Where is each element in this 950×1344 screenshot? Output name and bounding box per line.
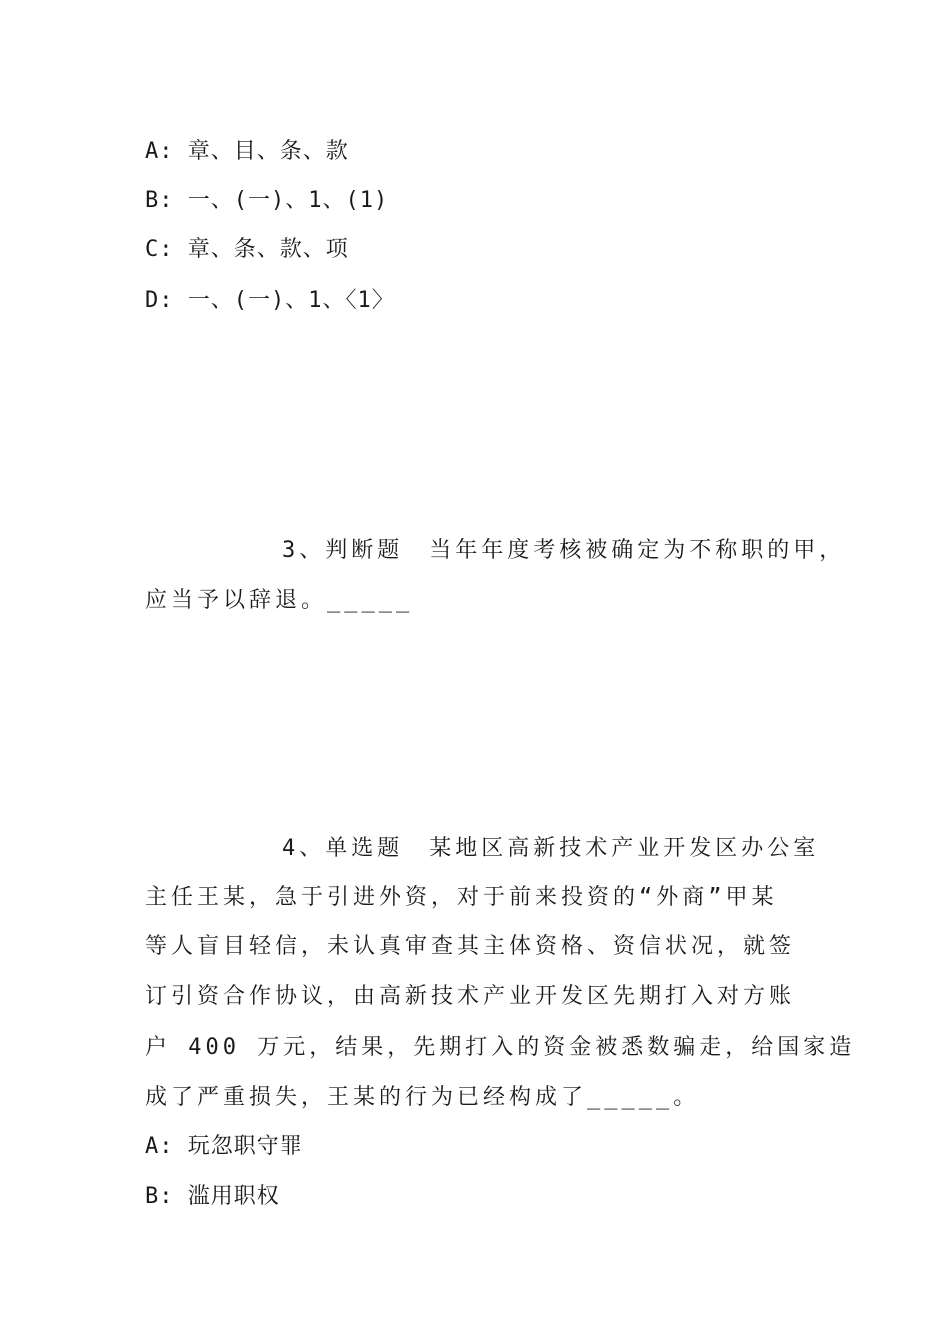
q2-option-c — [145, 235, 349, 265]
option-letter: A: — [145, 1134, 174, 1159]
option-letter: D: — [145, 288, 174, 313]
q2-option-a — [145, 137, 349, 167]
q2-option-d — [145, 286, 395, 316]
q4-option-b — [145, 1182, 280, 1212]
option-letter: A: — [145, 139, 174, 164]
option-text: 一、(一)、1、〈1〉 — [187, 288, 395, 313]
q4-stem-line: 成了严重损失，王某的行为已经构成了_____。 — [145, 1085, 700, 1110]
option-letter: B: — [145, 188, 174, 213]
option-text: 滥用职权 — [187, 1184, 280, 1209]
q3-stem-line: 3、判断题 当年年度考核被确定为不称职的甲， — [282, 538, 846, 563]
q3-stem-line: 应当予以辞退。_____ — [145, 588, 414, 613]
option-text: 玩忽职守罪 — [187, 1134, 303, 1159]
option-letter: C: — [145, 237, 174, 262]
q4-option-a — [145, 1132, 303, 1162]
q4-stem-line: 等人盲目轻信，未认真审查其主体资格、资信状况，就签 — [145, 934, 796, 959]
q4-stem-line: 订引资合作协议，由高新技术产业开发区先期打入对方账 — [145, 984, 796, 1009]
q4-stem-line: 4、单选题 某地区高新技术产业开发区办公室 — [282, 836, 820, 861]
option-text: 一、(一)、1、(1) — [187, 188, 389, 213]
q2-option-b — [145, 186, 388, 216]
q4-stem-line: 户 400 万元，结果，先期打入的资金被悉数骗走，给国家造 — [145, 1035, 856, 1060]
q4-stem-line: 主任王某，急于引进外资，对于前来投资的“外商”甲某 — [145, 885, 778, 910]
option-text: 章、目、条、款 — [187, 139, 349, 164]
option-text: 章、条、款、项 — [187, 237, 349, 262]
option-letter: B: — [145, 1184, 174, 1209]
